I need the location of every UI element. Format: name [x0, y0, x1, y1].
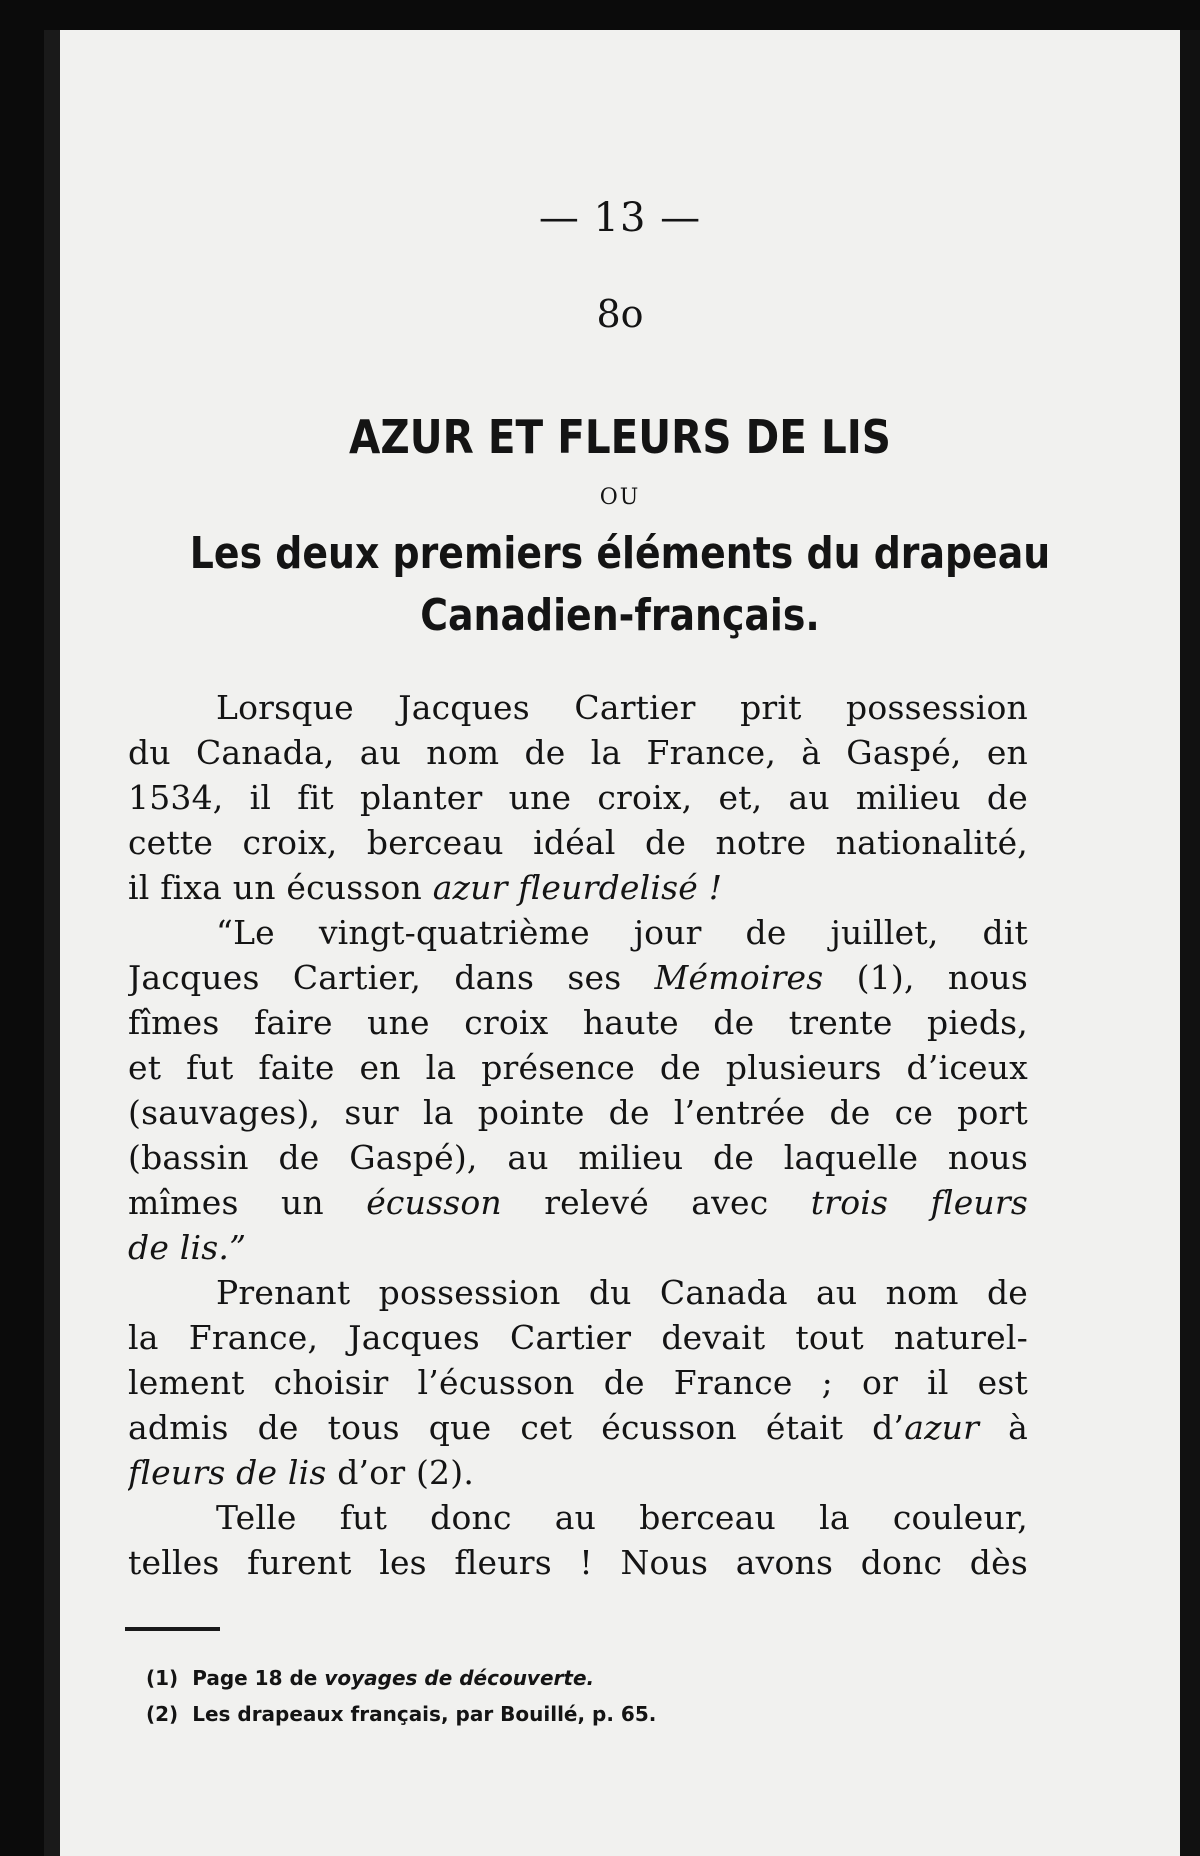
paragraph-2-line-2-c: (1), nous: [823, 958, 1028, 997]
body-text: [128, 685, 1028, 1585]
paragraph-2-line-7-c: relevé avec: [501, 1183, 811, 1222]
paragraph-2-line-7-a: mîmes un: [128, 1183, 367, 1222]
footnote-1-text-a: Page 18 de: [192, 1666, 325, 1690]
chapter-subtitle-line-2: Canadien-français.: [420, 590, 820, 641]
paragraph-1-line-3: 1534, il fit planter une croix, et, au milieu de: [128, 778, 1028, 817]
emphasis-trois-fleurs: trois fleurs: [810, 1183, 1028, 1222]
book-page: [60, 30, 1180, 1856]
paragraph-4-line-2: telles furent les fleurs ! Nous avons donc dès: [128, 1543, 1028, 1582]
footnote-rule: [125, 1627, 220, 1631]
footnote-1-number: (1): [146, 1666, 179, 1690]
footnote-2-text-a: Les drapeaux français, par Bouillé, p. 65.: [192, 1702, 657, 1726]
paragraph-2-line-8: [128, 1225, 1028, 1270]
paragraph-4-line-1: Telle fut donc au berceau la couleur,: [216, 1498, 1028, 1537]
emphasis-ecusson: écusson: [366, 1183, 502, 1222]
paragraph-3-line-4: [128, 1405, 1028, 1450]
paragraph-1-line-2: du Canada, au nom de la France, à Gaspé, en: [128, 733, 1028, 772]
paragraph-2-line-5: (sauvages), sur la pointe de l’entrée de ce port: [128, 1093, 1028, 1132]
paragraph-2-line-6: (bassin de Gaspé), au milieu de laquelle nous: [128, 1138, 1028, 1177]
paragraph-1-line-5-text: il fixa un écusson: [128, 868, 433, 907]
title-connector: OU: [599, 485, 641, 510]
paragraph-2-line-4: et fut faite en la présence de plusieurs d’iceux: [128, 1048, 1028, 1087]
paragraph-3-line-1: Prenant possession du Canada au nom de: [216, 1273, 1028, 1312]
page-text: [60, 30, 1180, 1856]
footnote-1: [146, 1660, 656, 1696]
paragraph-3-line-3: lement choisir l’écusson de France ; or il est: [128, 1363, 1028, 1402]
emphasis-fleurs-de-lis: fleurs de lis: [128, 1453, 327, 1492]
paragraph-2-line-3: fîmes faire une croix haute de trente pieds,: [128, 1003, 1028, 1042]
paragraph-3-line-5: [128, 1450, 1028, 1495]
paragraph-1-line-1: Lorsque Jacques Cartier prit possession: [216, 688, 1028, 727]
paragraph-2-line-2: [128, 955, 1028, 1000]
emphasis-azur-fleurdelise: azur fleurdelisé !: [432, 868, 723, 907]
paragraph-3-line-4-c: à: [979, 1408, 1028, 1447]
paragraph-3-line-4-a: admis de tous que cet écusson était d’: [128, 1408, 905, 1447]
paragraph-1-line-5: [128, 865, 1028, 910]
footnotes: [146, 1660, 656, 1732]
paragraph-1-line-4: cette croix, berceau idéal de notre nationalité,: [128, 823, 1028, 862]
footnote-2: [146, 1696, 656, 1732]
emphasis-azur: azur: [904, 1408, 980, 1447]
footnote-1-text-b: voyages de découverte.: [324, 1666, 595, 1690]
section-number: 8o: [596, 292, 644, 336]
page-number: — 13 —: [538, 195, 702, 241]
paragraph-3-line-5-b: d’or (2).: [326, 1453, 475, 1492]
footnote-2-number: (2): [146, 1702, 179, 1726]
paragraph-2-line-1: “Le vingt-quatrième jour de juillet, dit: [216, 913, 1028, 952]
page-edge-shadow: [1180, 30, 1200, 1856]
paragraph-3-line-2: la France, Jacques Cartier devait tout naturel-: [128, 1318, 1028, 1357]
chapter-title: AZUR ET FLEURS DE LIS: [349, 410, 891, 464]
chapter-subtitle-line-1: Les deux premiers éléments du drapeau: [189, 528, 1051, 579]
paragraph-2-line-7: [128, 1180, 1028, 1225]
emphasis-memoires: Mémoires: [654, 958, 824, 997]
emphasis-de-lis: de lis.”: [128, 1228, 247, 1267]
paragraph-2-line-2-a: Jacques Cartier, dans ses: [128, 958, 655, 997]
